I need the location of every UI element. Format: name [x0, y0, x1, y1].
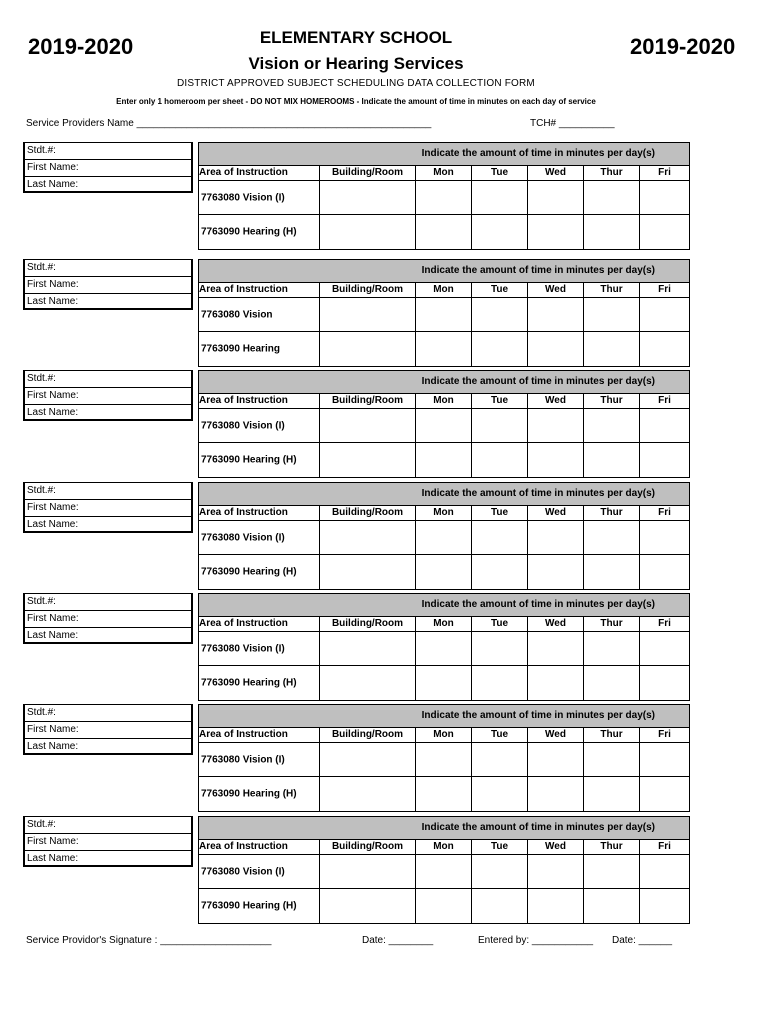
schedule-entry-cell[interactable]	[320, 332, 416, 366]
column-header: Building/Room	[320, 165, 416, 181]
schedule-entry-cell[interactable]	[528, 443, 584, 477]
instruction-code-label: 7763080 Vision (I)	[201, 643, 285, 654]
schedule-entry-cell[interactable]	[584, 666, 640, 700]
column-header: Fri	[640, 282, 689, 298]
instruction-code-label: 7763090 Hearing (H)	[201, 677, 297, 689]
schedule-entry-cell[interactable]	[472, 409, 528, 443]
student-info-box	[23, 593, 193, 644]
last-name-field[interactable]: Last Name:	[27, 519, 79, 530]
first-name-field[interactable]: First Name:	[25, 160, 191, 177]
schedule-entry-cell[interactable]	[320, 889, 416, 923]
column-header: Wed	[528, 727, 584, 743]
last-name-field[interactable]: Last Name:	[27, 741, 79, 752]
schedule-entry-cell[interactable]	[640, 215, 689, 249]
schedule-entry-cell[interactable]	[584, 555, 640, 589]
column-header: Fri	[640, 616, 689, 632]
schedule-entry-cell[interactable]	[640, 332, 689, 366]
column-header: Mon	[416, 393, 472, 409]
column-header: Tue	[472, 616, 528, 632]
header-note-text: Indicate the amount of time in minutes per day(s)	[421, 599, 655, 610]
schedule-entry-cell[interactable]	[416, 555, 472, 589]
instruction-code-label: 7763080 Vision (I)	[201, 532, 285, 543]
schedule-entry-cell[interactable]	[640, 855, 689, 889]
student-block	[23, 704, 690, 814]
schedule-entry-cell[interactable]	[472, 215, 528, 249]
schedule-entry-cell[interactable]	[416, 777, 472, 811]
column-header: Tue	[472, 727, 528, 743]
column-header: Area of Instruction	[199, 282, 320, 298]
schedule-table	[198, 482, 690, 590]
schedule-entry-cell[interactable]	[320, 298, 416, 332]
schedule-entry-cell[interactable]	[416, 215, 472, 249]
column-header: Mon	[416, 282, 472, 298]
area-of-instruction-cell	[199, 855, 320, 889]
schedule-entry-cell[interactable]	[320, 855, 416, 889]
schedule-entry-cell[interactable]	[472, 443, 528, 477]
column-header: Thur	[584, 165, 640, 181]
column-header: Mon	[416, 839, 472, 855]
schedule-entry-cell[interactable]	[584, 332, 640, 366]
schedule-entry-cell[interactable]	[472, 666, 528, 700]
schedule-entry-cell[interactable]	[528, 666, 584, 700]
column-header: Wed	[528, 282, 584, 298]
column-header: Thur	[584, 839, 640, 855]
schedule-entry-cell[interactable]	[584, 521, 640, 555]
area-of-instruction-cell	[199, 521, 320, 555]
student-number-field[interactable]: Stdt.#:	[25, 594, 191, 611]
first-name-field[interactable]: First Name:	[25, 277, 191, 294]
schedule-entry-cell[interactable]	[472, 889, 528, 923]
column-header: Tue	[472, 505, 528, 521]
schedule-entry-cell[interactable]	[472, 181, 528, 215]
column-header: Area of Instruction	[199, 505, 320, 521]
table-header-note	[199, 594, 689, 617]
schedule-entry-cell[interactable]	[416, 632, 472, 666]
header-note-text: Indicate the amount of time in minutes per day(s)	[421, 148, 655, 159]
schedule-entry-cell[interactable]	[416, 443, 472, 477]
schedule-table	[198, 259, 690, 367]
schedule-entry-cell[interactable]	[416, 889, 472, 923]
area-of-instruction-cell	[199, 215, 320, 249]
column-header: Fri	[640, 505, 689, 521]
instruction-code-label: 7763090 Hearing (H)	[201, 900, 297, 912]
instruction-code-label: 7763080 Vision (I)	[201, 192, 285, 203]
schedule-entry-cell[interactable]	[320, 443, 416, 477]
schedule-entry-cell[interactable]	[584, 855, 640, 889]
instruction-code-label: 7763080 Vision	[201, 309, 273, 320]
student-number-field[interactable]: Stdt.#:	[25, 705, 191, 722]
tch-field[interactable]: TCH# __________	[530, 118, 615, 129]
column-header: Building/Room	[320, 505, 416, 521]
instruction-code-label: 7763090 Hearing	[201, 343, 280, 355]
schedule-entry-cell[interactable]	[640, 298, 689, 332]
first-name-field[interactable]: First Name:	[25, 722, 191, 739]
column-header: Building/Room	[320, 839, 416, 855]
schedule-entry-cell[interactable]	[320, 215, 416, 249]
form-subtitle-title: Vision or Hearing Services	[248, 54, 464, 73]
instruction-code-label: 7763090 Hearing (H)	[201, 788, 297, 800]
table-header-note	[199, 705, 689, 728]
area-of-instruction-cell	[199, 632, 320, 666]
schedule-entry-cell[interactable]	[584, 632, 640, 666]
form-title: ELEMENTARY SCHOOL	[259, 28, 453, 47]
schedule-entry-cell[interactable]	[640, 632, 689, 666]
column-header: Area of Instruction	[199, 165, 320, 181]
student-info-box	[23, 142, 193, 193]
column-header: Mon	[416, 505, 472, 521]
schedule-entry-cell[interactable]	[584, 889, 640, 923]
year-left: 2019-2020	[28, 34, 134, 59]
schedule-entry-cell[interactable]	[640, 666, 689, 700]
area-of-instruction-cell	[199, 332, 320, 366]
area-of-instruction-cell	[199, 777, 320, 811]
schedule-entry-cell[interactable]	[584, 777, 640, 811]
schedule-table	[198, 370, 690, 478]
area-of-instruction-cell	[199, 298, 320, 332]
student-number-field[interactable]: Stdt.#:	[25, 371, 191, 388]
schedule-entry-cell[interactable]	[320, 666, 416, 700]
schedule-entry-cell[interactable]	[584, 181, 640, 215]
form-description: DISTRICT APPROVED SUBJECT SCHEDULING DATA COLLECTION FORM	[177, 78, 535, 89]
schedule-entry-cell[interactable]	[528, 777, 584, 811]
student-block	[23, 593, 690, 703]
table-header-note	[199, 817, 689, 840]
entered-by-field[interactable]: Entered by: ___________	[478, 935, 594, 946]
student-info-box	[23, 816, 193, 867]
table-header-note	[199, 483, 689, 506]
schedule-table	[198, 816, 690, 924]
schedule-entry-cell[interactable]	[416, 409, 472, 443]
schedule-entry-cell[interactable]	[416, 332, 472, 366]
column-header: Building/Room	[320, 616, 416, 632]
column-header: Wed	[528, 393, 584, 409]
first-name-field[interactable]: First Name:	[25, 834, 191, 851]
instruction-code-label: 7763080 Vision (I)	[201, 866, 285, 877]
column-header: Fri	[640, 393, 689, 409]
header-note-text: Indicate the amount of time in minutes per day(s)	[421, 488, 655, 499]
first-name-field[interactable]: First Name:	[25, 388, 191, 405]
column-header: Tue	[472, 839, 528, 855]
header-note-text: Indicate the amount of time in minutes per day(s)	[421, 376, 655, 387]
column-header: Tue	[472, 282, 528, 298]
column-header: Fri	[640, 839, 689, 855]
column-header: Area of Instruction	[199, 727, 320, 743]
schedule-table	[198, 593, 690, 701]
schedule-entry-cell[interactable]	[472, 555, 528, 589]
column-header: Area of Instruction	[199, 393, 320, 409]
signature-field[interactable]: Service Providor's Signature : ____________________	[26, 935, 272, 946]
area-of-instruction-cell	[199, 555, 320, 589]
schedule-entry-cell[interactable]	[640, 777, 689, 811]
schedule-entry-cell[interactable]	[416, 298, 472, 332]
schedule-entry-cell[interactable]	[528, 409, 584, 443]
schedule-entry-cell[interactable]	[320, 743, 416, 777]
column-header: Fri	[640, 165, 689, 181]
schedule-entry-cell[interactable]	[320, 521, 416, 555]
column-header: Tue	[472, 393, 528, 409]
schedule-entry-cell[interactable]	[528, 555, 584, 589]
schedule-entry-cell[interactable]	[640, 521, 689, 555]
column-header: Thur	[584, 616, 640, 632]
date-field[interactable]: Date: ________	[362, 935, 434, 946]
table-header-note	[199, 143, 689, 166]
column-header: Mon	[416, 616, 472, 632]
area-of-instruction-cell	[199, 743, 320, 777]
first-name-field[interactable]: First Name:	[25, 500, 191, 517]
student-info-box	[23, 370, 193, 421]
area-of-instruction-cell	[199, 666, 320, 700]
schedule-entry-cell[interactable]	[320, 777, 416, 811]
table-header-note	[199, 371, 689, 394]
schedule-entry-cell[interactable]	[640, 443, 689, 477]
schedule-entry-cell[interactable]	[416, 521, 472, 555]
schedule-entry-cell[interactable]	[472, 855, 528, 889]
schedule-entry-cell[interactable]	[584, 409, 640, 443]
instruction-code-label: 7763080 Vision (I)	[201, 420, 285, 431]
student-block	[23, 816, 690, 926]
last-name-field[interactable]: Last Name:	[27, 853, 79, 864]
schedule-entry-cell[interactable]	[416, 743, 472, 777]
schedule-entry-cell[interactable]	[472, 332, 528, 366]
student-info-box	[23, 482, 193, 533]
column-header: Building/Room	[320, 393, 416, 409]
last-name-field[interactable]: Last Name:	[27, 630, 79, 641]
schedule-entry-cell[interactable]	[584, 443, 640, 477]
schedule-entry-cell[interactable]	[640, 889, 689, 923]
column-header: Thur	[584, 505, 640, 521]
schedule-entry-cell[interactable]	[320, 632, 416, 666]
schedule-entry-cell[interactable]	[640, 409, 689, 443]
schedule-entry-cell[interactable]	[472, 777, 528, 811]
column-header: Mon	[416, 165, 472, 181]
header-note-text: Indicate the amount of time in minutes per day(s)	[421, 265, 655, 276]
student-block	[23, 142, 690, 252]
schedule-entry-cell[interactable]	[472, 743, 528, 777]
schedule-entry-cell[interactable]	[528, 855, 584, 889]
schedule-entry-cell[interactable]	[320, 409, 416, 443]
area-of-instruction-cell	[199, 889, 320, 923]
schedule-entry-cell[interactable]	[320, 555, 416, 589]
column-header: Fri	[640, 727, 689, 743]
form-instruction: Enter only 1 homeroom per sheet - DO NOT MIX HOMEROOMS - Indicate the amount of time in minutes on each day of service	[116, 97, 596, 106]
schedule-entry-cell[interactable]	[640, 743, 689, 777]
instruction-code-label: 7763090 Hearing (H)	[201, 226, 297, 238]
area-of-instruction-cell	[199, 443, 320, 477]
first-name-field[interactable]: First Name:	[25, 611, 191, 628]
student-info-box	[23, 259, 193, 310]
last-name-field[interactable]: Last Name:	[27, 179, 79, 190]
column-header: Building/Room	[320, 727, 416, 743]
student-block	[23, 370, 690, 480]
area-of-instruction-cell	[199, 181, 320, 215]
table-header-note	[199, 260, 689, 283]
instruction-code-label: 7763090 Hearing (H)	[201, 566, 297, 578]
column-header: Wed	[528, 616, 584, 632]
column-header: Thur	[584, 282, 640, 298]
column-header: Wed	[528, 505, 584, 521]
last-name-field[interactable]: Last Name:	[27, 407, 79, 418]
schedule-entry-cell[interactable]	[528, 521, 584, 555]
column-header: Wed	[528, 165, 584, 181]
schedule-entry-cell[interactable]	[528, 332, 584, 366]
student-number-field[interactable]: Stdt.#:	[25, 483, 191, 500]
column-header: Mon	[416, 727, 472, 743]
column-header: Building/Room	[320, 282, 416, 298]
date2-field[interactable]: Date: ______	[612, 935, 673, 946]
schedule-table	[198, 704, 690, 812]
student-block	[23, 259, 690, 369]
schedule-entry-cell[interactable]	[528, 298, 584, 332]
student-number-field[interactable]: Stdt.#:	[25, 260, 191, 277]
column-header: Wed	[528, 839, 584, 855]
column-header: Area of Instruction	[199, 616, 320, 632]
student-number-field[interactable]: Stdt.#:	[25, 143, 191, 160]
schedule-entry-cell[interactable]	[584, 743, 640, 777]
column-header: Tue	[472, 165, 528, 181]
column-header: Thur	[584, 393, 640, 409]
schedule-entry-cell[interactable]	[584, 298, 640, 332]
schedule-entry-cell[interactable]	[640, 181, 689, 215]
student-info-box	[23, 704, 193, 755]
schedule-entry-cell[interactable]	[584, 215, 640, 249]
year-right: 2019-2020	[630, 34, 736, 59]
provider-name-field[interactable]: Service Providers Name _____________________________________________________	[26, 118, 432, 129]
header-note-text: Indicate the amount of time in minutes per day(s)	[421, 710, 655, 721]
area-of-instruction-cell	[199, 409, 320, 443]
schedule-table	[198, 142, 690, 250]
schedule-entry-cell[interactable]	[528, 889, 584, 923]
student-block	[23, 482, 690, 592]
column-header: Area of Instruction	[199, 839, 320, 855]
schedule-entry-cell[interactable]	[416, 666, 472, 700]
schedule-entry-cell[interactable]	[416, 855, 472, 889]
schedule-entry-cell[interactable]	[640, 555, 689, 589]
schedule-entry-cell[interactable]	[320, 181, 416, 215]
column-header: Thur	[584, 727, 640, 743]
schedule-entry-cell[interactable]	[528, 215, 584, 249]
schedule-entry-cell[interactable]	[416, 181, 472, 215]
last-name-field[interactable]: Last Name:	[27, 296, 79, 307]
student-number-field[interactable]: Stdt.#:	[25, 817, 191, 834]
header-note-text: Indicate the amount of time in minutes per day(s)	[421, 822, 655, 833]
schedule-entry-cell[interactable]	[528, 632, 584, 666]
schedule-entry-cell[interactable]	[528, 743, 584, 777]
instruction-code-label: 7763090 Hearing (H)	[201, 454, 297, 466]
schedule-entry-cell[interactable]	[528, 181, 584, 215]
schedule-entry-cell[interactable]	[472, 298, 528, 332]
schedule-entry-cell[interactable]	[472, 521, 528, 555]
instruction-code-label: 7763080 Vision (I)	[201, 754, 285, 765]
schedule-entry-cell[interactable]	[472, 632, 528, 666]
